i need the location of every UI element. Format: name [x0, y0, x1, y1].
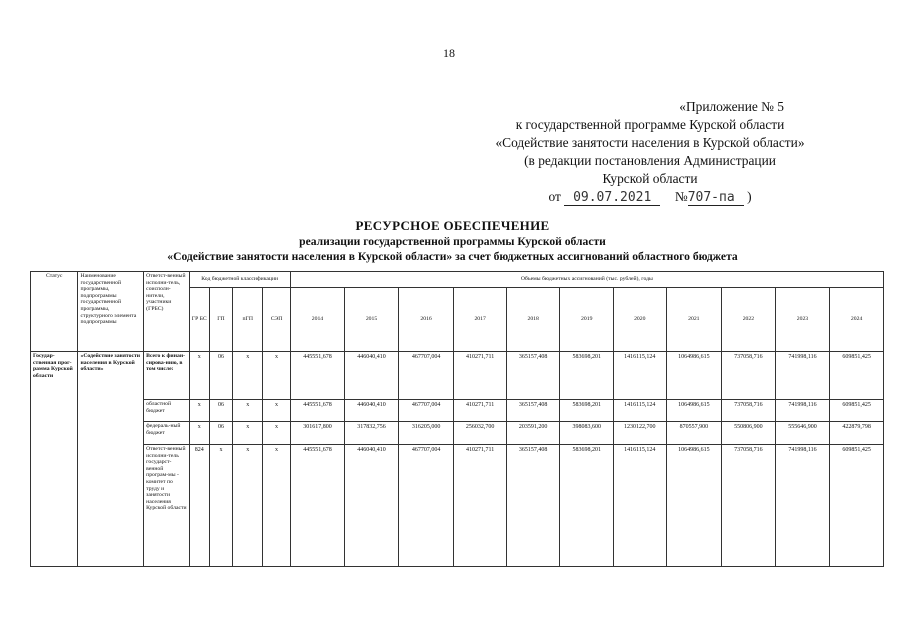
cell-code: 06 — [209, 352, 232, 400]
cell-value: 422879,798 — [830, 422, 884, 445]
appendix-line-5: Курской области — [602, 171, 698, 186]
cell-value: 1064986,615 — [666, 352, 722, 400]
cell-value: 583698,201 — [560, 445, 614, 567]
cell-code: х — [233, 422, 263, 445]
cell-value: 467707,004 — [398, 445, 454, 567]
cell-status: Государ-ственная прог-рамма Курской области — [31, 352, 78, 567]
cell-code: х — [189, 422, 209, 445]
header-budget-code: Код бюджетной классификации — [189, 272, 290, 288]
header-code-grbs: ГР БС — [189, 288, 209, 352]
cell-value: 445551,678 — [290, 445, 345, 567]
cell-value: 609851,425 — [830, 445, 884, 567]
cell-value: 365157,408 — [506, 400, 560, 422]
cell-responsible: Ответст-венный исполни-тель государст-венной програм-мы - комитет по труду и занятости населения Курской области — [144, 445, 189, 567]
header-year-2017: 2017 — [454, 288, 507, 352]
cell-value: 741998,116 — [775, 352, 830, 400]
cell-value: 550806,900 — [722, 422, 776, 445]
cell-value: 301617,800 — [290, 422, 345, 445]
cell-value: 445551,678 — [290, 352, 345, 400]
cell-value: 445551,678 — [290, 400, 345, 422]
header-name: Наименование государственной программы, подпрограммы государственной программы, структурного элемента подпрограммы — [78, 272, 144, 352]
table-row — [31, 400, 884, 422]
header-year-2023: 2023 — [775, 288, 830, 352]
title-line-2: реализации государственной программы Курской области — [299, 235, 606, 248]
table-row — [31, 445, 884, 567]
cell-value: 365157,408 — [506, 445, 560, 567]
decree-number: 707-па — [688, 191, 744, 206]
cell-value: 737058,716 — [722, 445, 776, 567]
cell-value: 316205,000 — [398, 422, 454, 445]
header-year-2024: 2024 — [830, 288, 884, 352]
cell-code: х — [263, 445, 290, 567]
cell-value: 1416115,124 — [614, 400, 667, 422]
cell-value: 365157,408 — [506, 352, 560, 400]
header-volumes: Объемы бюджетных ассигнований (тыс. рублей), годы — [290, 272, 883, 288]
cell-value: 446040,410 — [345, 400, 399, 422]
header-year-2019: 2019 — [560, 288, 614, 352]
header-year-2014: 2014 — [290, 288, 345, 352]
cell-value: 737058,716 — [722, 352, 776, 400]
header-code-pgp: пГП — [233, 288, 263, 352]
decree-date: 09.07.2021 — [564, 191, 660, 206]
cell-value: 1230122,700 — [614, 422, 667, 445]
appendix-header — [470, 98, 830, 206]
close-paren: ) — [747, 189, 752, 204]
cell-responsible: федераль-ный бюджет — [144, 422, 189, 445]
number-label: № — [674, 189, 688, 204]
cell-value: 1064986,615 — [666, 400, 722, 422]
appendix-line-3: «Содействие занятости населения в Курской области» — [495, 135, 805, 150]
table-row — [31, 422, 884, 445]
cell-code: х — [233, 400, 263, 422]
cell-value: 609851,425 — [830, 400, 884, 422]
cell-value: 446040,410 — [345, 352, 399, 400]
cell-value: 410271,711 — [454, 400, 507, 422]
cell-code: х — [233, 445, 263, 567]
appendix-line-4: (в редакции постановления Администрации — [524, 153, 776, 168]
cell-code: х — [263, 352, 290, 400]
title-line-3: «Содействие занятости населения в Курской области» за счет бюджетных ассигнований областного бюджета — [167, 250, 738, 263]
cell-code: х — [263, 400, 290, 422]
cell-program-name: «Содействие занятости населения в Курской области» — [78, 352, 144, 567]
header-code-gp: ГП — [209, 288, 232, 352]
header-year-2022: 2022 — [722, 288, 776, 352]
resource-table — [30, 271, 884, 567]
cell-value: 1064986,615 — [666, 445, 722, 567]
table-row — [31, 352, 884, 400]
document-title — [130, 218, 775, 264]
cell-code: х — [189, 352, 209, 400]
header-year-2021: 2021 — [666, 288, 722, 352]
cell-value: 410271,711 — [454, 352, 507, 400]
cell-value: 555646,900 — [775, 422, 830, 445]
cell-code: 06 — [209, 422, 232, 445]
cell-code: х — [233, 352, 263, 400]
cell-value: 467707,004 — [398, 352, 454, 400]
cell-responsible: Всего к финан-сирова-нию, в том числе: — [144, 352, 189, 400]
page-number: 18 — [443, 46, 455, 60]
cell-value: 256032,700 — [454, 422, 507, 445]
cell-code: х — [209, 445, 232, 567]
cell-value: 1416115,124 — [614, 352, 667, 400]
cell-responsible: областной бюджет — [144, 400, 189, 422]
header-year-2020: 2020 — [614, 288, 667, 352]
appendix-line-2: к государственной программе Курской области — [515, 117, 785, 132]
from-label: от — [548, 189, 561, 204]
cell-value: 741998,116 — [775, 445, 830, 567]
header-year-2016: 2016 — [398, 288, 454, 352]
header-year-2015: 2015 — [345, 288, 399, 352]
cell-code: х — [263, 422, 290, 445]
header-code-sep: СЭП — [263, 288, 290, 352]
cell-value: 737058,716 — [722, 400, 776, 422]
cell-value: 741998,116 — [775, 400, 830, 422]
cell-value: 1416115,124 — [614, 445, 667, 567]
appendix-date-line — [470, 188, 830, 206]
cell-value: 467707,004 — [398, 400, 454, 422]
header-status: Статус — [31, 272, 78, 352]
cell-value: 317832,756 — [345, 422, 399, 445]
cell-code: х — [189, 400, 209, 422]
cell-value: 203591,200 — [506, 422, 560, 445]
cell-code: 824 — [189, 445, 209, 567]
cell-value: 398083,600 — [560, 422, 614, 445]
header-year-2018: 2018 — [506, 288, 560, 352]
cell-code: 06 — [209, 400, 232, 422]
cell-value: 870557,900 — [666, 422, 722, 445]
cell-value: 609851,425 — [830, 352, 884, 400]
cell-value: 446040,410 — [345, 445, 399, 567]
cell-value: 583698,201 — [560, 352, 614, 400]
header-responsible: Ответст-венный исполни-тель, соисполн-нители, участники (ГРБС) — [144, 272, 189, 352]
appendix-line-1: «Приложение № 5 — [679, 99, 784, 114]
cell-value: 583698,201 — [560, 400, 614, 422]
cell-value: 410271,711 — [454, 445, 507, 567]
title-line-1: РЕСУРСНОЕ ОБЕСПЕЧЕНИЕ — [355, 218, 550, 233]
